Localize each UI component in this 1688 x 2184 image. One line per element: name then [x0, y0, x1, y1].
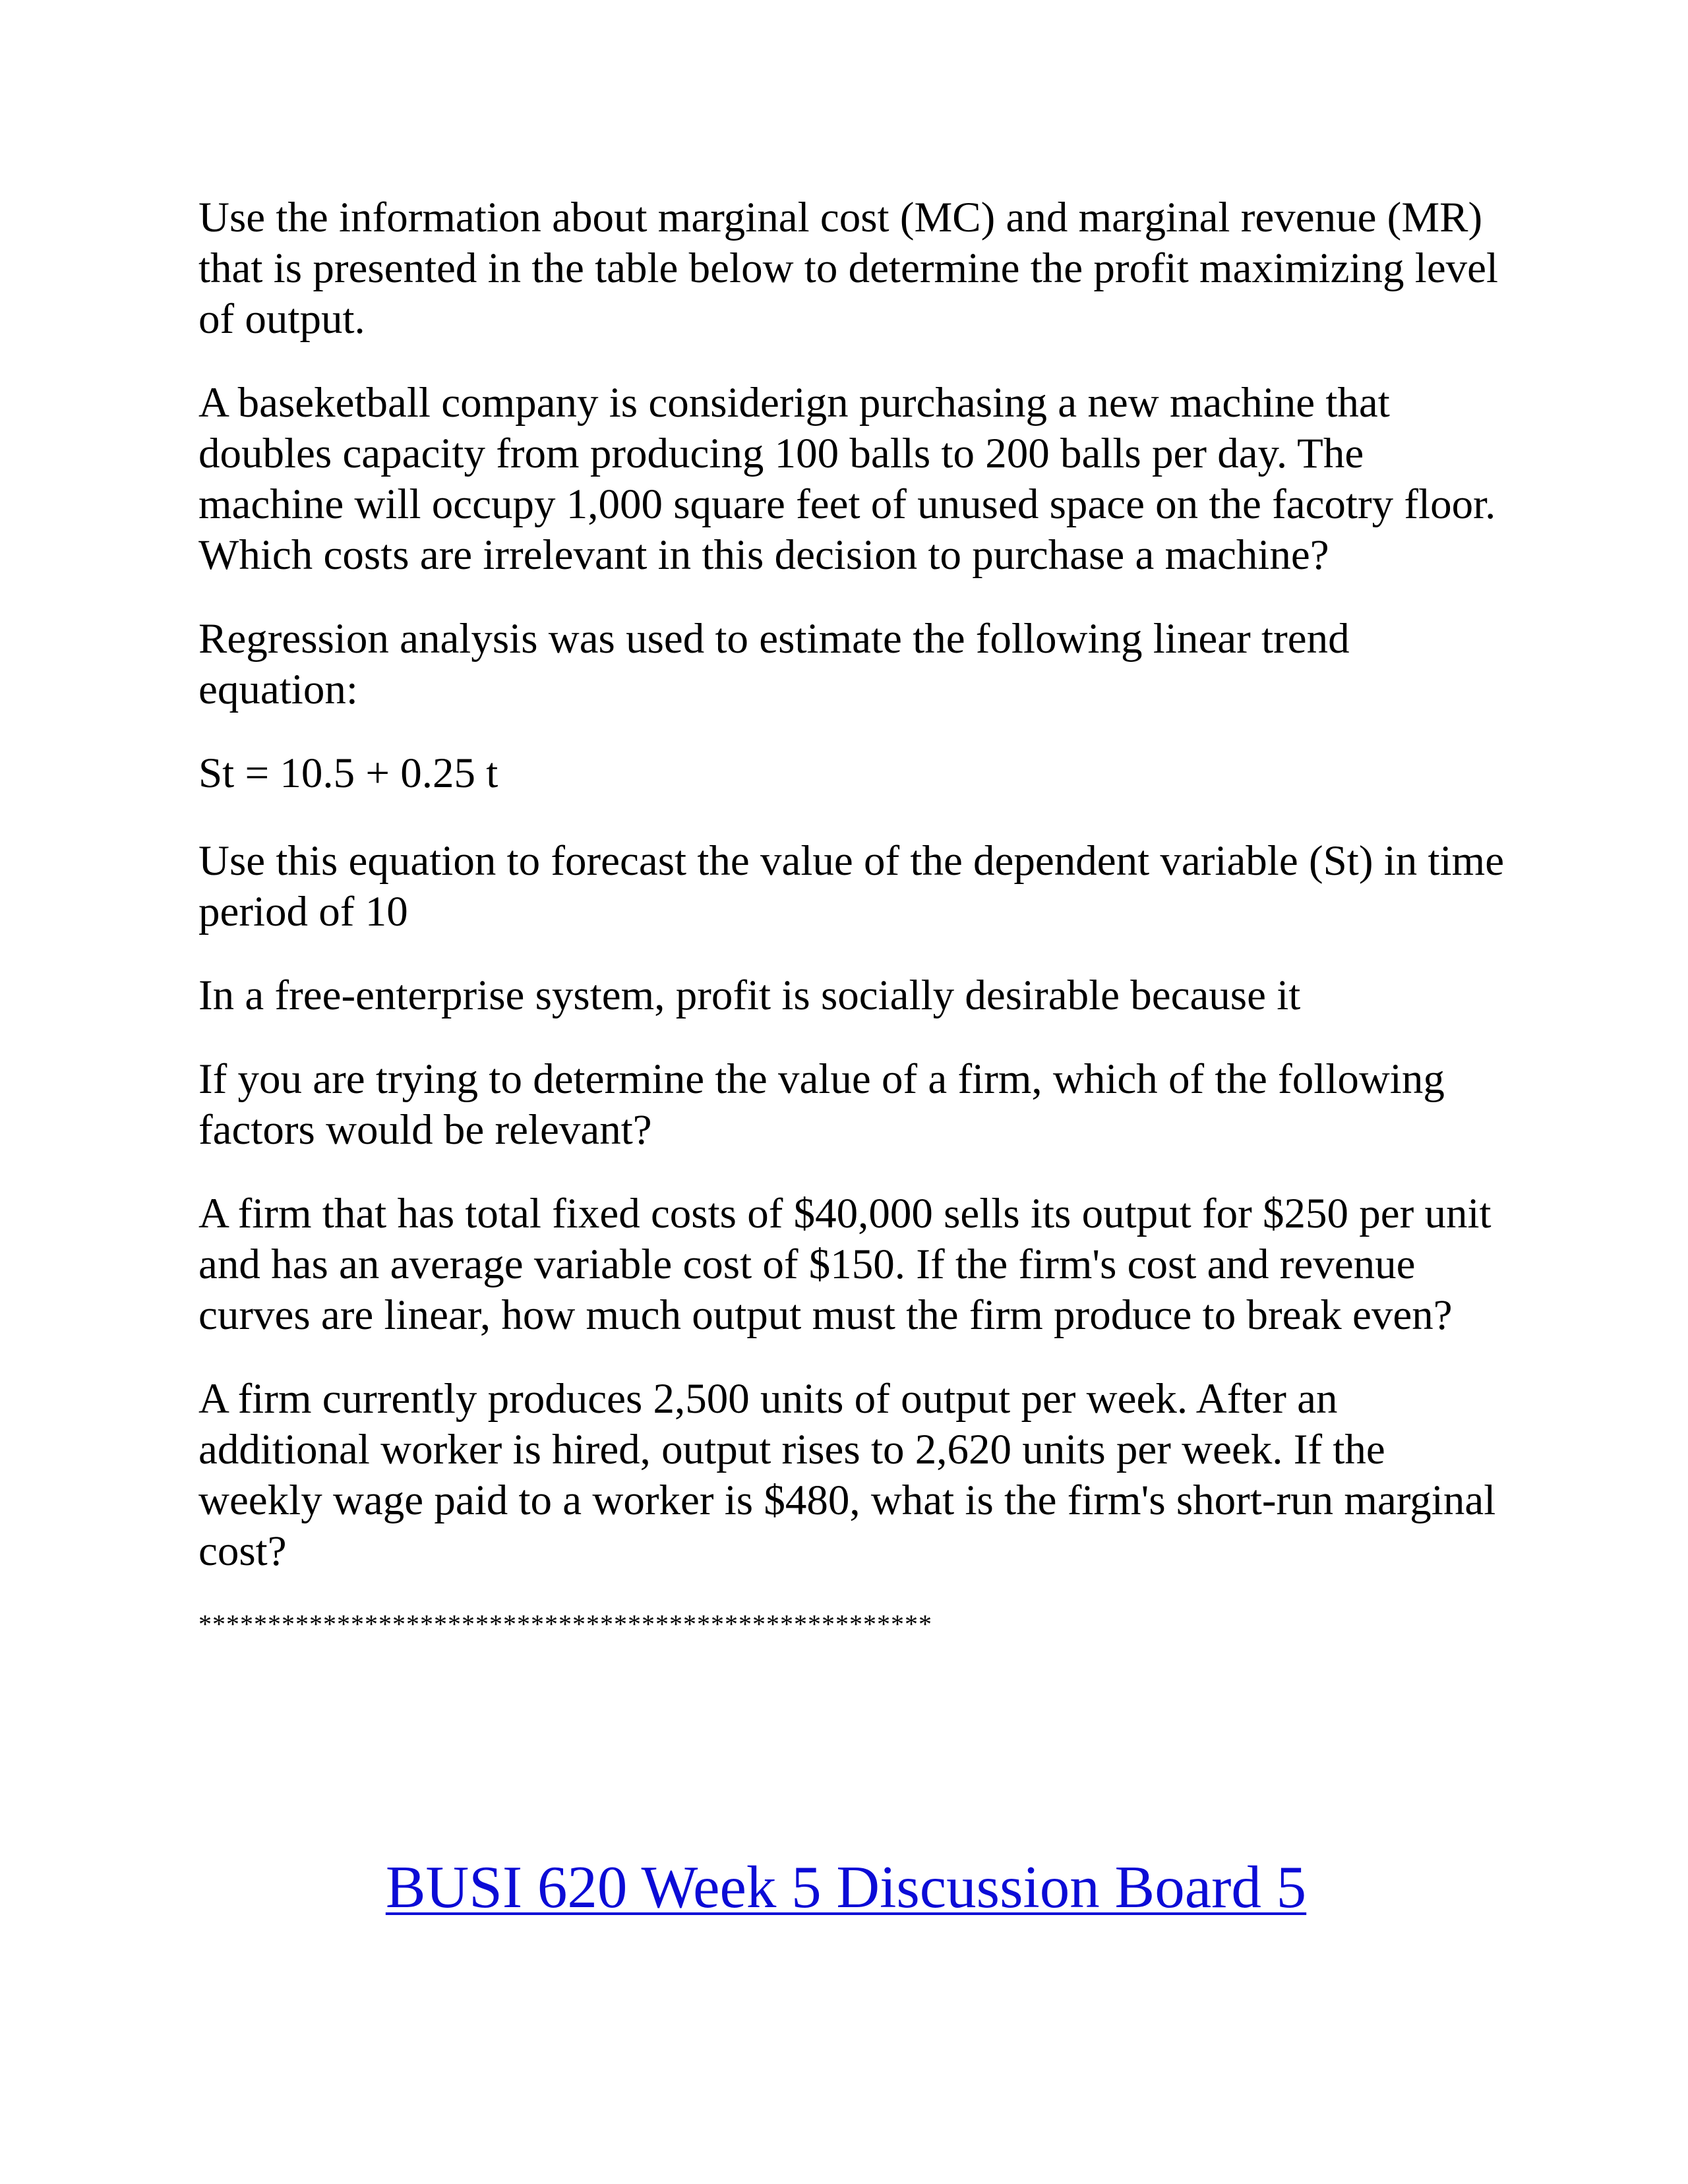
question-paragraph: In a free-enterprise system, profit is socially desirable because it — [198, 972, 1301, 1019]
discussion-board-link[interactable]: BUSI 620 Week 5 Discussion Board 5 — [385, 1854, 1307, 1920]
question-paragraph: If you are trying to determine the value of a firm, which of the following factors would be relevant? — [198, 1055, 1445, 1154]
asterisk-separator: ***************************************************** — [198, 1610, 932, 1639]
question-paragraph: Use this equation to forecast the value of the dependent variable (St) in time period of 10 — [198, 837, 1505, 935]
question-paragraph: A baseketball company is considerign purchasing a new machine that doubles capacity from producing 100 balls to 200 balls per day. The machine will occupy 1,000 square feet of unused space on the facotry floor. Which costs are irrelevant in this decision to purchase a machine? — [198, 379, 1496, 579]
question-paragraph: A firm that has total fixed costs of $40,000 sells its output for $250 per unit and has an average variable cost of $150. If the firm's cost and revenue curves are linear, how much output must the firm produce to break even? — [198, 1190, 1492, 1339]
question-paragraph: Regression analysis was used to estimate the following linear trend equation: — [198, 615, 1350, 713]
question-paragraph: Use the information about marginal cost (MC) and marginal revenue (MR) that is presented in the table below to determine the profit maximizing level of output. — [198, 194, 1499, 343]
link-container — [0, 1851, 1688, 1924]
document-body — [198, 192, 1511, 1639]
trend-equation: St = 10.5 + 0.25 t — [198, 750, 498, 797]
question-paragraph: A firm currently produces 2,500 units of output per week. After an additional worker is hired, output rises to 2,620 units per week. If the weekly wage paid to a worker is $480, what is the firm's short-run marginal cost? — [198, 1375, 1496, 1575]
